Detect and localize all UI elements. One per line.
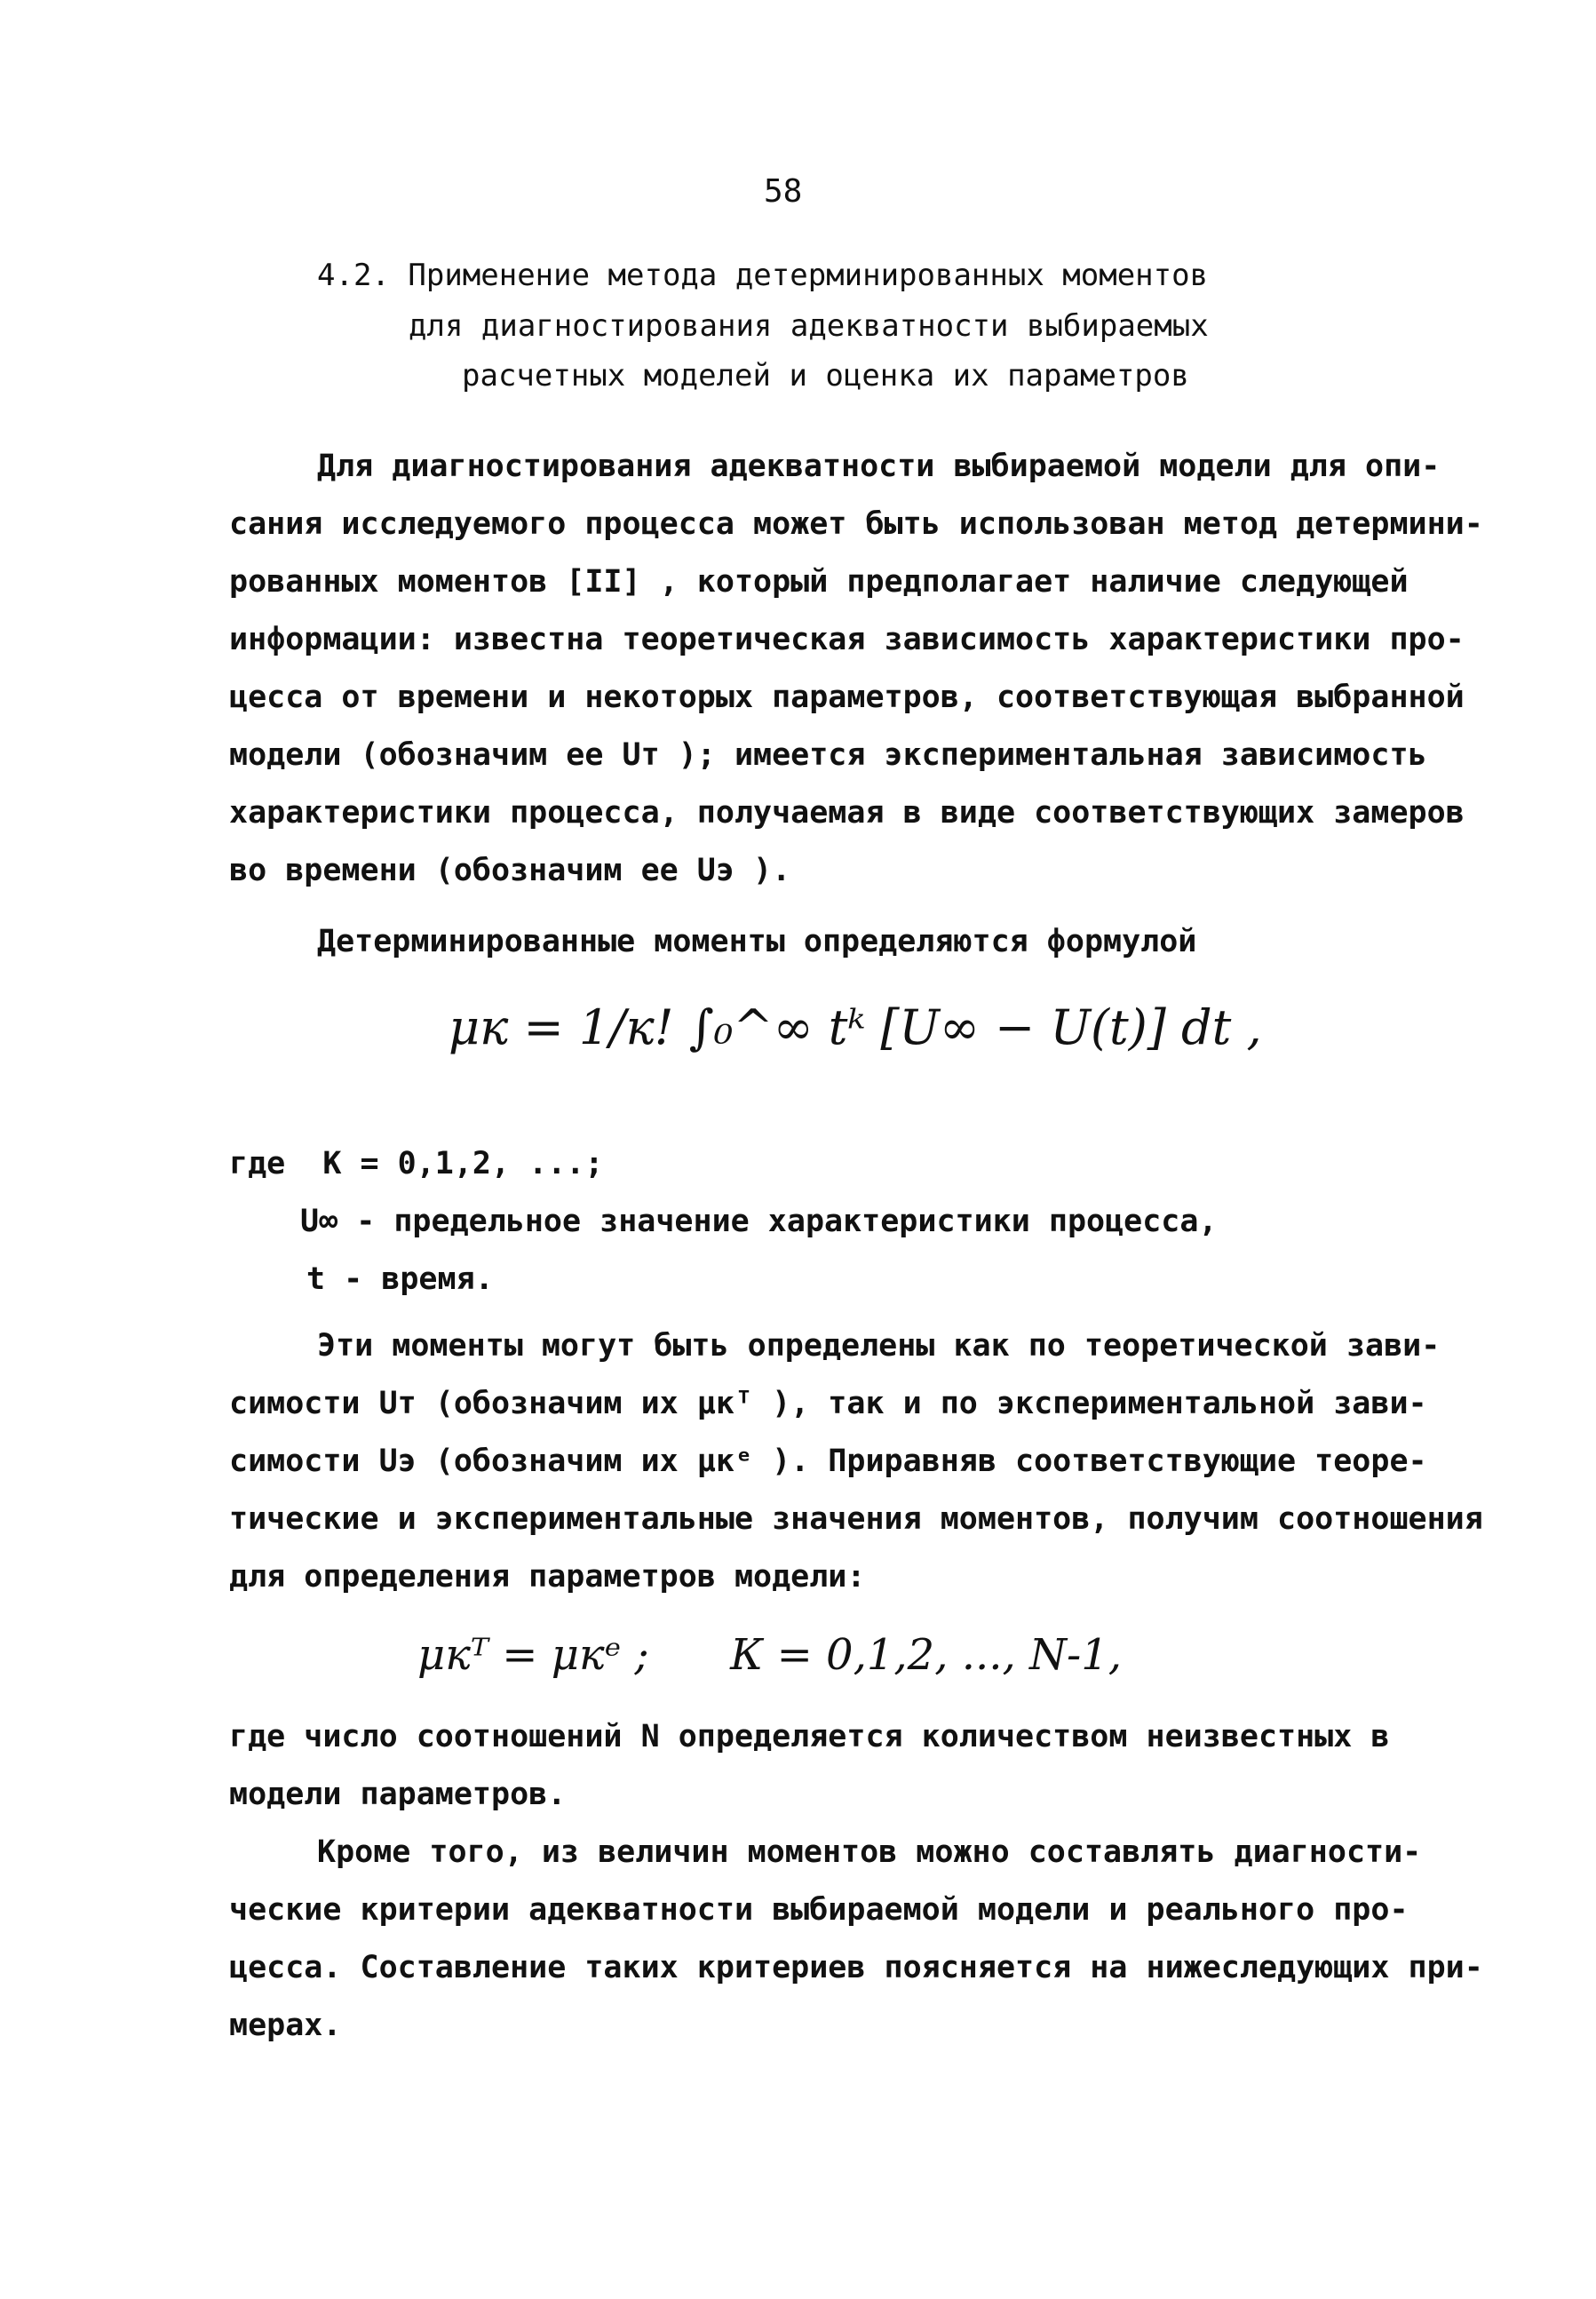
moment-equality-formula: μкᵀ = μкᵉ ; К = 0,1,2, ..., N-1, [417,1630,1123,1680]
paragraph-1-line: информации: известна теоретическая зависимость характеристики про- [229,622,1465,657]
page-number: 58 [764,173,803,210]
paragraph-1-line: характеристики процесса, получаемая в виде соответствующих замеров [229,795,1465,831]
paragraph-1-line: Для диагностирования адекватности выбираемой модели для опи- [317,449,1441,484]
moment-formula: μк = 1/к! ∫₀^∞ tᵏ [U∞ − U(t)] dt , [449,999,1262,1055]
where-line-1: где К = 0,1,2, ...; [229,1146,604,1181]
paragraph-5-line: мерах. [229,2008,342,2043]
paragraph-1-line: во времени (обозначим ее Uэ ). [229,853,791,888]
paragraph-4-line: где число соотношений N определяется количеством неизвестных в [229,1719,1390,1754]
section-title-line: Применение метода детерминированных моментов [408,258,1209,293]
paragraph-3-line: симости Uт (обозначим их μкᵀ ), так и по экспериментальной зави- [229,1386,1427,1421]
section-heading-line-1 [317,258,1208,293]
paragraph-4-line: модели параметров. [229,1777,567,1812]
paragraph-2-intro: Детерминированные моменты определяются формулой [317,924,1197,959]
paragraph-3-line: симости Uэ (обозначим их μкᵉ ). Приравняв соответствующие теоре- [229,1444,1427,1479]
paragraph-5-line: ческие критерии адекватности выбираемой модели и реального про- [229,1892,1409,1928]
where-line-3: t - время. [306,1261,494,1297]
paragraph-5-line: Кроме того, из величин моментов можно составлять диагности- [317,1834,1422,1870]
paragraph-1-line: модели (обозначим ее Uт ); имеется экспериментальная зависимость [229,737,1427,773]
paragraph-5-line: цесса. Составление таких критериев поясняется на нижеследующих при- [229,1950,1483,1985]
paragraph-1-line: рованных моментов [II] , который предполагает наличие следующей [229,564,1409,600]
paragraph-3-line: тические и экспериментальные значения моментов, получим соотношения [229,1501,1483,1537]
section-heading-line-3: расчетных моделей и оценка их параметров [462,358,1189,394]
section-heading-line-2: для диагностирования адекватности выбираемых [409,308,1209,344]
paragraph-1-line: цесса от времени и некоторых параметров, соответствующая выбранной [229,680,1465,715]
paragraph-3-line: для определения параметров модели: [229,1559,866,1595]
paragraph-1-line: сания исследуемого процесса может быть использован метод детермини- [229,506,1483,542]
section-number: 4.2. [317,258,390,293]
where-line-2: U∞ - предельное значение характеристики процесса, [300,1204,1218,1239]
paragraph-3-line: Эти моменты могут быть определены как по теоретической зави- [317,1328,1441,1364]
